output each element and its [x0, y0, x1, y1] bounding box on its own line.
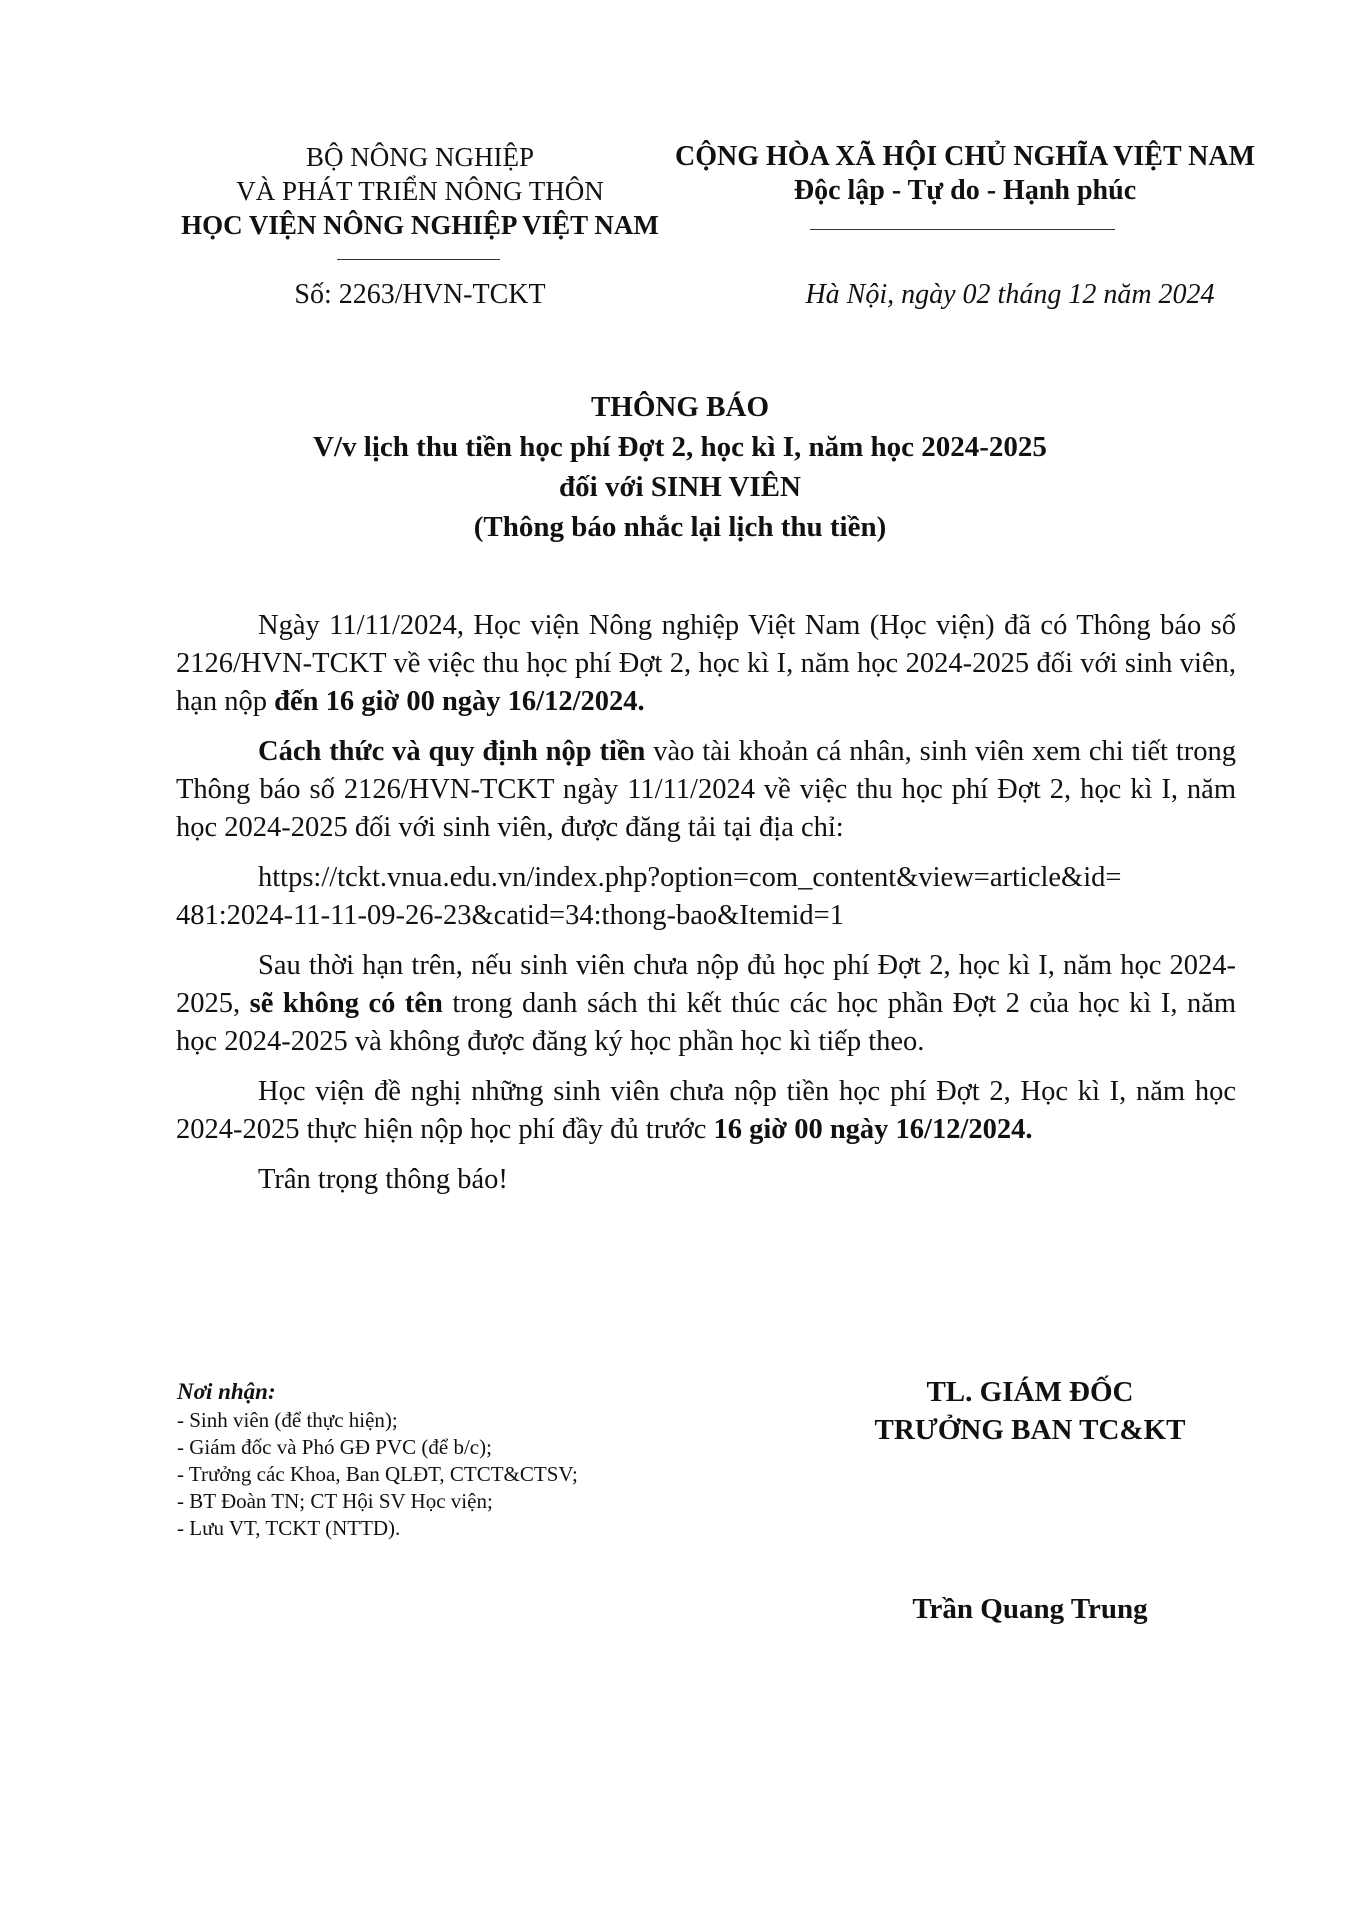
agency-underline [337, 259, 500, 260]
signature-block [820, 1373, 1240, 1449]
recipient-item: - Giám đốc và Phó GĐ PVC (để b/c); [177, 1435, 492, 1459]
signer-name: Trần Quang Trung [912, 1593, 1148, 1625]
agency-line-2: VÀ PHÁT TRIỂN NÔNG THÔN [236, 176, 604, 206]
p1-deadline: đến 16 giờ 00 ngày 16/12/2024. [274, 686, 645, 717]
document-title [160, 387, 1200, 547]
p3-text-1: Sau thời hạn trên, nếu sinh viên chưa nộp đủ học phí Đợt 2, học kì I, năm học 2024-2025, [176, 950, 1236, 1019]
national-motto [660, 140, 1270, 208]
agency-line-3: HỌC VIỆN NÔNG NGHIỆP VIỆT NAM [181, 210, 659, 240]
p3-emphasis: sẽ không có tên [249, 988, 443, 1019]
signature-title-1: TL. GIÁM ĐỐC [926, 1376, 1134, 1408]
recipient-item: - BT Đoàn TN; CT Hội SV Học viện; [177, 1489, 493, 1513]
signature-title-2: TRƯỞNG BAN TC&KT [874, 1414, 1186, 1446]
paragraph-3 [176, 947, 1236, 1061]
motto-underline [810, 229, 1115, 230]
recipient-item: - Trưởng các Khoa, Ban QLĐT, CTCT&CTSV; [177, 1462, 578, 1486]
title-line-2: V/v lịch thu tiền học phí Đợt 2, học kì I, năm học 2024-2025 [313, 431, 1047, 463]
paragraph-4 [176, 1073, 1236, 1149]
document-number: Số: 2263/HVN-TCKT [294, 279, 546, 310]
title-line-1: THÔNG BÁO [590, 391, 770, 423]
p4-text: Học viện đề nghị những sinh viên chưa nộp tiền học phí Đợt 2, Học kì I, năm học 2024-2025 thực hiện nộp học phí đầy đủ trước [176, 1076, 1236, 1145]
closing: Trân trọng thông báo! [258, 1164, 508, 1195]
announcement-url[interactable] [176, 859, 1236, 935]
recipients-title: Nơi nhận: [177, 1379, 276, 1404]
title-line-4: (Thông báo nhắc lại lịch thu tiền) [473, 511, 887, 543]
recipients-block [177, 1378, 737, 1542]
url-line-2[interactable]: 481:2024-11-11-09-26-23&catid=34:thong-bao&Itemid=1 [176, 900, 844, 931]
country-name: CỘNG HÒA XÃ HỘI CHỦ NGHĨA VIỆT NAM [674, 141, 1256, 172]
url-line-1[interactable]: https://tckt.vnua.edu.vn/index.php?option=com_content&view=article&id= [258, 862, 1122, 893]
p4-deadline: 16 giờ 00 ngày 16/12/2024. [713, 1114, 1033, 1145]
issuing-agency [160, 140, 680, 242]
motto: Độc lập - Tự do - Hạnh phúc [793, 175, 1137, 206]
agency-line-1: BỘ NÔNG NGHIỆP [306, 142, 534, 172]
paragraph-1 [176, 607, 1236, 721]
paragraph-2 [176, 733, 1236, 847]
recipient-item: - Sinh viên (để thực hiện); [177, 1408, 398, 1432]
document-date: Hà Nội, ngày 02 tháng 12 năm 2024 [805, 279, 1215, 310]
p2-text: vào tài khoản cá nhân, sinh viên xem chi tiết trong Thông báo số 2126/HVN-TCKT ngày 11/11/2024 về việc thu học phí Đợt 2, học kì I, năm học 2024-2025 đối với sinh viên, được đăng tải tại địa chỉ: [176, 736, 1236, 843]
p1-text: Ngày 11/11/2024, Học viện Nông nghiệp Việt Nam (Học viện) đã có Thông báo số 2126/HVN-TCKT về việc thu học phí Đợt 2, học kì I, năm học 2024-2025 đối với sinh viên, hạn nộp [176, 610, 1236, 717]
document-body [176, 607, 1236, 1211]
recipients-list [177, 1407, 737, 1542]
recipient-item: - Lưu VT, TCKT (NTTD). [177, 1516, 401, 1540]
title-line-3: đối với SINH VIÊN [559, 471, 801, 503]
p3-text-2: trong danh sách thi kết thúc các học phần Đợt 2 của học kì I, năm học 2024-2025 và không được đăng ký học phần học kì tiếp theo. [176, 988, 1237, 1057]
p2-heading: Cách thức và quy định nộp tiền [258, 736, 646, 767]
